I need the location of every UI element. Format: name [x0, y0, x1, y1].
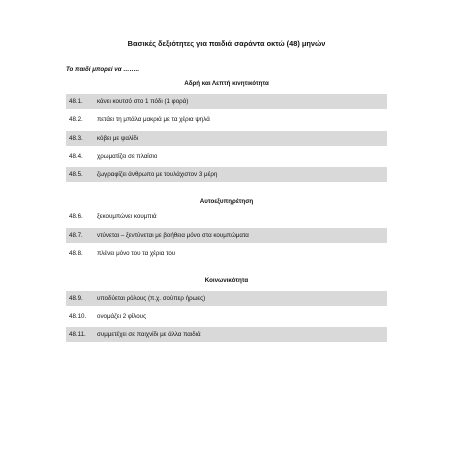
skill-number: 48.6.: [69, 213, 83, 220]
skill-number: 48.4.: [69, 153, 83, 160]
skill-row: [66, 149, 387, 164]
skill-text: κόβει με ψαλίδι: [97, 135, 139, 142]
skill-text: ζωγραφίζει άνθρωπο με τουλάχιστον 3 μέρη: [97, 171, 218, 178]
skill-text: ονομάζει 2 φίλους: [97, 313, 147, 320]
skill-text: χρωματίζει σε πλαίσιο: [97, 153, 158, 160]
skill-number: 48.8.: [69, 250, 83, 257]
skill-text: συμμετέχει σε παιχνίδι με άλλα παιδιά: [97, 331, 201, 338]
section-heading-self-care: Αυτοεξυπηρέτηση: [199, 198, 254, 205]
skill-text: πλένει μόνο του τα χέρια του: [97, 250, 176, 257]
skill-text: ξεκουμπώνει κουμπιά: [97, 213, 157, 220]
skill-row: [66, 291, 387, 306]
skill-number: 48.1.: [69, 98, 83, 105]
skill-row: [66, 228, 387, 243]
intro-text: Το παιδί μπορεί να ……..: [66, 66, 140, 73]
skill-text: πετάει τη μπάλα μακριά με τα χέρια ψηλά: [97, 116, 210, 123]
skill-number: 48.11.: [69, 331, 86, 338]
skill-number: 48.9.: [69, 295, 83, 302]
skill-row: [66, 112, 387, 127]
skill-row: [66, 327, 387, 342]
skill-text: κάνει κουτσό στο 1 πόδι (1 φορά): [97, 98, 189, 105]
skill-row: [66, 94, 387, 109]
skill-number: 48.7.: [69, 232, 83, 239]
skill-row: [66, 131, 387, 146]
section-heading-motor: Αδρή και Λεπτή κινητικότητα: [184, 80, 269, 87]
skill-row: [66, 167, 387, 182]
skill-number: 48.2.: [69, 116, 83, 123]
section-heading-sociability: Κοινωνικότητα: [204, 277, 249, 284]
skill-number: 48.3.: [69, 135, 83, 142]
skill-row: [66, 309, 387, 324]
document-title: Βασικές δεξιότητες για παιδιά σαράντα οκτώ (48) μηνών: [127, 39, 326, 48]
skill-number: 48.5.: [69, 171, 83, 178]
skill-row: [66, 246, 387, 261]
skill-text: υποδύεται ρόλους (π.χ. σούπερ ήρωες): [97, 295, 206, 302]
skill-number: 48.10.: [69, 313, 87, 320]
skill-row: [66, 209, 387, 224]
skill-text: ντύνεται – ξεντύνεται με βοήθεια μόνο στα κουμπώματα: [97, 232, 249, 239]
